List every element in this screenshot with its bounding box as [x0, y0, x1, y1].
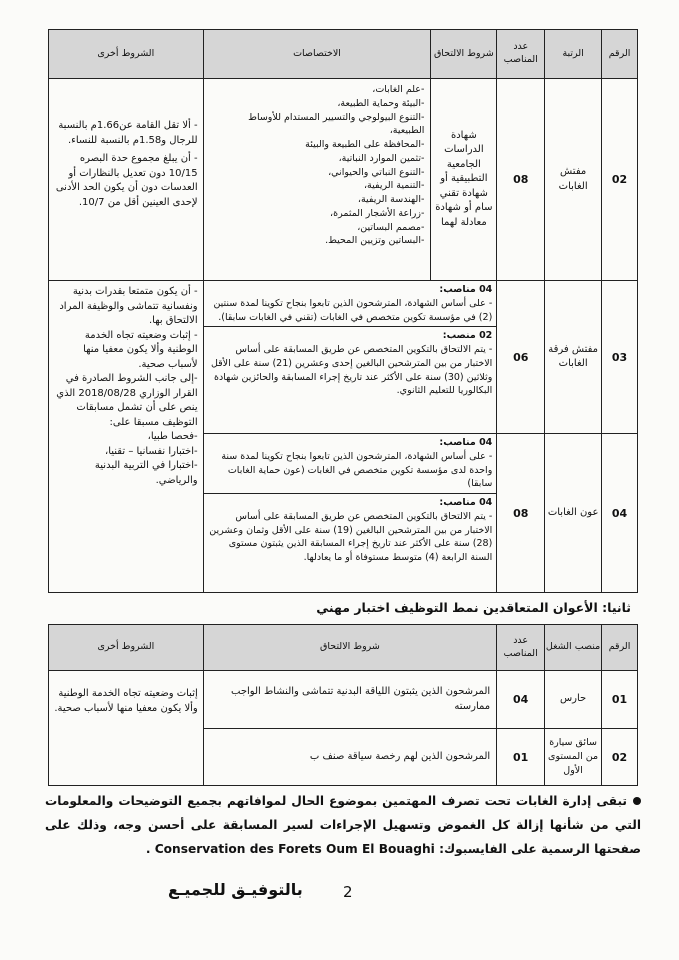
list-item: الطبيعية، — [389, 125, 425, 137]
table-row — [49, 79, 638, 281]
header-specialties: الاختصاصات — [203, 30, 431, 79]
row-access: المرشحون الذين يثبتون اللياقة البدنية تتماشى والنشاط الواجب ممارسته — [203, 671, 496, 729]
row-other-conditions: - أن يكون متمتعا بقدرات بدنية ونفسانية تتماشى والوظيفة المراد الالتحاق بها. - إثبات وضعيته تجاه الخدمة الوطنية وألا يكون معفيا منها لأسباب صحية. -إلى جانب الشروط الصادرة في القرار الوزاري 2018/08/28 الذي ينص على أن تشمل مسابقات التوظيف مسبقا على: -فحصا طبيا، -اختبارا نفسانيا – تقنيا، -اختبارا في التربية البدنية والرياضي. — [49, 281, 204, 593]
list-item: -البيئة وحماية الطبيعة، — [337, 97, 425, 109]
row-num: 02 — [602, 79, 638, 281]
ranks-table — [48, 29, 638, 593]
row-rank: عون الغابات — [545, 434, 602, 593]
row-access: المرشحون الذين لهم رخصة سياقة صنف ب — [203, 729, 496, 786]
header-num: الرقم — [602, 625, 638, 671]
access-block: 02 منصب: - يتم الالتحاق بالتكوين المتخصص عن طريق المسابقة على أساس الاختبار من بين المترشحين البالغين إحدى وعشرين (21) سنة على الأقل وثلاثين (30) سنة على الأكثر عند تاريخ إجراء المسابقة والحائزين شهادة البكالوريا للتعليم الثانوي. — [210, 330, 493, 397]
list-item: -الهندسة الريفية، — [357, 194, 425, 206]
facebook-page-name: Conservation des Forets Oum El Bouaghi . — [145, 841, 435, 856]
row-num: 01 — [602, 671, 638, 729]
row-count: 04 — [497, 671, 545, 729]
header-access: شروط الالتحاق — [431, 30, 497, 79]
table-row — [49, 281, 638, 434]
access-block: 04 مناصب: - على أساس الشهادة، المترشحون الذين تابعوا بنجاح تكوينا لمدة سنتين (2) في مؤسسة تكوين متخصص في الغابات (تقني في الغابات سابقا). — [204, 281, 497, 327]
row-count: 08 — [497, 79, 545, 281]
row-num: 04 — [602, 434, 638, 593]
list-item: -التنوع البيولوجي والتسيير المستدام للأوساط — [248, 111, 425, 123]
header-other: الشروط أخرى — [49, 30, 204, 79]
list-item: -البساتين وتزيين المحيط. — [325, 235, 425, 247]
header-count: عدد المناصب — [497, 625, 545, 671]
condition-item: - ألا تقل القامة عن1.66م بالنسبة للرجال و1.58م بالنسبة للنساء. — [58, 120, 198, 146]
condition-item: - أن يبلغ مجموع حدة البصره 10/15 دون تعديل بالنظارات أو العدسات دون أن يكون الحد الأدنى لإحدى العينين أقل من 10/7. — [55, 153, 198, 208]
header-access: شروط الالتحاق — [203, 625, 496, 671]
row-rank: مفتش فرقة الغابات — [545, 281, 602, 434]
header-rank: الرتبة — [545, 30, 602, 79]
row-access-blocks — [203, 434, 497, 593]
header-post: منصب الشغل — [545, 625, 602, 671]
row-access-blocks — [203, 281, 497, 434]
row-post: سائق سيارة من المستوى الأول — [545, 729, 602, 786]
access-block: 04 مناصب: - على أساس الشهادة، المترشحون الذين تابعوا بنجاح تكوينا لمدة سنة واحدة لدى مؤسسة تكوين متخصص في الغابات (عون حماية الغابات سابقا) — [204, 434, 497, 494]
row-count: 01 — [497, 729, 545, 786]
list-item: -التنمية الريفية، — [363, 180, 425, 192]
page-number: 2 — [343, 883, 353, 901]
row-access: شهادة الدراسات الجامعية التطبيقية أو شهادة تقني سام أو شهادة معادلة لهما — [431, 79, 497, 281]
contract-posts-table — [48, 624, 638, 786]
row-specialties — [203, 79, 431, 281]
header-other: الشروط أخرى — [49, 625, 204, 671]
list-item: -المحافظة على الطبيعة والبيئة — [305, 139, 425, 151]
list-item: -مصمم البساتين، — [357, 221, 425, 233]
row-count: 06 — [497, 281, 545, 434]
row-rank: مفتش الغابات — [545, 79, 602, 281]
row-count: 08 — [497, 434, 545, 593]
table-row — [49, 671, 638, 729]
row-post: حارس — [545, 671, 602, 729]
bullet-icon — [633, 797, 641, 805]
footer-text: بالتوفيـق للجميـع — [168, 880, 303, 899]
list-item: -تثمين الموارد النباتية، — [338, 152, 425, 164]
list-item: -زراعة الأشجار المثمرة، — [330, 207, 425, 219]
list-item: -التنوع النباتي والحيواني، — [328, 166, 425, 178]
row-num: 03 — [602, 281, 638, 434]
header-num: الرقم — [602, 30, 638, 79]
row-num: 02 — [602, 729, 638, 786]
access-block: 04 مناصب: - يتم الالتحاق بالتكوين المتخصص عن طريق المسابقة على أساس الاختبار من بين المترشحين البالغين (19) سنة على الأقل وثمان وعشرين (28) سنة على الأكثر عند تاريخ إجراء المسابقة الذين يثبتون مستوى السنة الرابعة (4) متوسط مستوفاة أو ما يعادلها. — [209, 497, 493, 564]
row-other-conditions: إثبات وضعيته تجاه الخدمة الوطنية وألا يكون معفيا منها لأسباب صحية. — [49, 671, 204, 786]
row-other-conditions — [49, 79, 204, 281]
info-paragraph: تبقى إدارة الغابات تحت تصرف المهتمين بموضوع الحال لموافاتهم بجميع التوضيحات والمعلومات التي من شأنها إزالة كل الغموض وتسهيل الإجراءات لسير المسابقة على أحسن وجه، وذلك على صفحتها الرسمية على الفايسبوك: Conservation des Forets Oum El Bouaghi . — [45, 794, 641, 856]
section-title: ثانيا: الأعوان المتعاقدين نمط التوظيف اختبار مهني — [316, 600, 631, 615]
list-item: -علم الغابات، — [372, 84, 425, 95]
header-count: عدد المناصب — [497, 30, 545, 79]
